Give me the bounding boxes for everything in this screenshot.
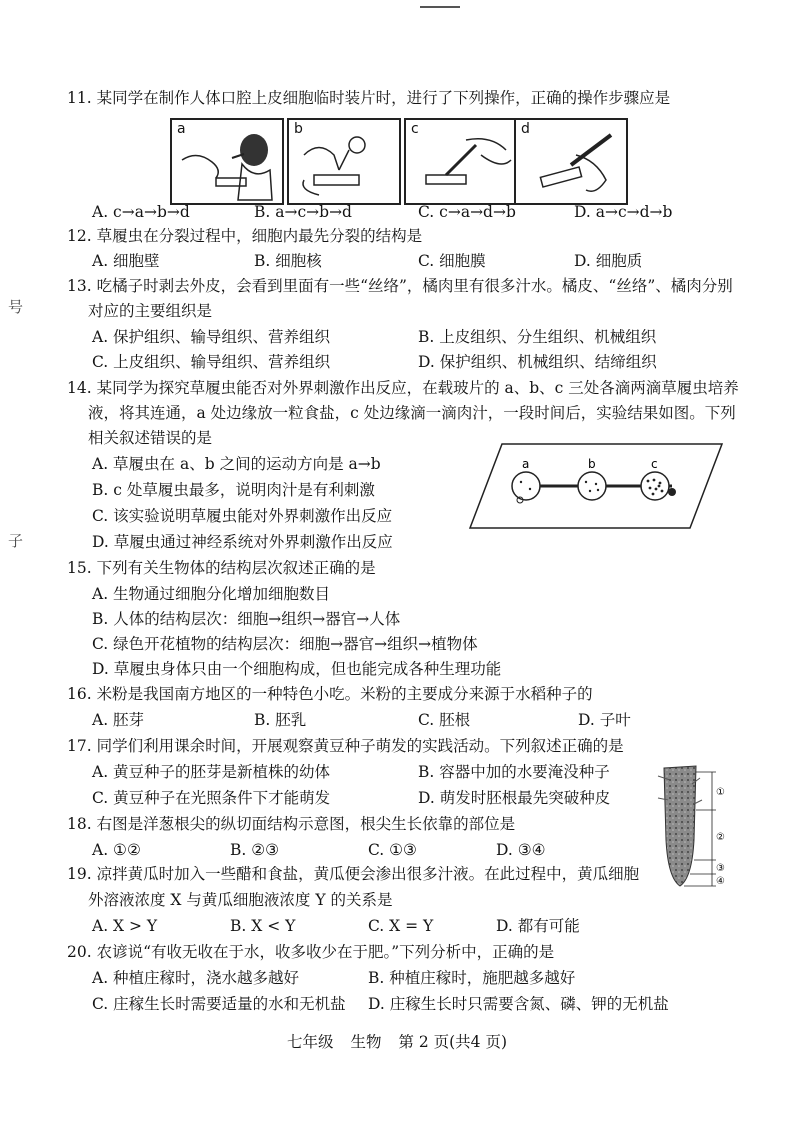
q17-stem: 17. 同学们利用课余时间，开展观察黄豆种子萌发的实践活动。下列叙述正确的是 [67,737,624,755]
q18-option-b: B. ②③ [230,841,280,859]
q14-option-a: A. 草履虫在 a、b 之间的运动方向是 a→b [92,455,381,473]
q15-option-d: D. 草履虫身体只由一个细胞构成，但也能完成各种生理功能 [92,660,502,678]
q11-panel-a [170,118,284,205]
q13-option-d: D. 保护组织、机械组织、结缔组织 [418,353,657,371]
footer-page-info: 第 2 页(共4 页) [398,1033,507,1051]
q17-option-c: C. 黄豆种子在光照条件下才能萌发 [92,789,331,807]
q16-stem: 16. 米粉是我国南方地区的一种特色小吃。米粉的主要成分来源于水稻种子的 [67,685,593,703]
q11-option-c: C. c→a→d→b [418,203,516,221]
q12-option-a: A. 细胞壁 [92,252,160,270]
q20-option-c: C. 庄稼生长时需要适量的水和无机盐 [92,995,346,1013]
q20-option-a: A. 种植庄稼时，浇水越多越好 [92,969,300,987]
q11-panel-label-a: a [177,121,186,137]
q18-option-c: C. ①③ [368,841,417,859]
margin-mark-zi: 子 [8,532,24,550]
q19-stem-line1: 19. 凉拌黄瓜时加入一些醋和食盐，黄瓜便会渗出很多汁液。在此过程中，黄瓜细胞 [67,865,640,883]
q16-option-b: B. 胚乳 [254,711,307,729]
q13-option-a: A. 保护组织、输导组织、营养组织 [92,328,331,346]
q20-stem: 20. 农谚说“有收无收在于水，收多收少在于肥。”下列分析中，正确的是 [67,943,555,961]
q17-option-b: B. 容器中加的水要淹没种子 [418,763,610,781]
q11-panel-b [287,118,401,205]
q17-option-a: A. 黄豆种子的胚芽是新植株的幼体 [92,763,331,781]
q12-option-d: D. 细胞质 [574,252,643,270]
q18-figure-label-4: ④ [716,876,725,887]
q11-panel-b-drawing [289,120,399,203]
q18-figure-label-2: ② [716,832,725,843]
q12-stem: 12. 草履虫在分裂过程中，细胞内最先分裂的结构是 [67,227,423,245]
q14-slide-figure [464,436,728,536]
q16-option-d: D. 子叶 [578,711,631,729]
q15-stem: 15. 下列有关生物体的结构层次叙述正确的是 [67,559,376,577]
q20-option-d: D. 庄稼生长时只需要含氮、磷、钾的无机盐 [368,995,669,1013]
margin-mark-number: 号 [8,298,24,316]
q11-panel-d [514,118,628,205]
q12-option-b: B. 细胞核 [254,252,322,270]
q14-stem-line3: 相关叙述错误的是 [88,429,213,447]
q20-option-b: B. 种植庄稼时，施肥越多越好 [368,969,576,987]
q15-option-a: A. 生物通过细胞分化增加细胞数目 [92,585,331,603]
q13-stem-line1: 13. 吃橘子时剥去外皮，会看到里面有一些“丝络”，橘肉里有很多汁水。橘皮、“丝络”、橘肉分别 [67,277,733,295]
q14-figure-label-c: c [651,457,658,471]
q17-option-d: D. 萌发时胚根最先突破种皮 [418,789,611,807]
page-footer [0,1030,794,1052]
footer-grade: 七年级 [286,1033,334,1051]
q16-option-a: A. 胚芽 [92,711,145,729]
q14-option-b: B. c 处草履虫最多，说明肉汁是有利刺激 [92,481,375,499]
q11-panel-c-drawing [406,120,516,203]
q14-option-d: D. 草履虫通过神经系统对外界刺激作出反应 [92,533,393,551]
q16-option-c: C. 胚根 [418,711,471,729]
q14-stem-line2: 液，将其连通，a 处边缘放一粒食盐，c 处边缘滴一滴肉汁，一段时间后，实验结果如图。下列 [88,404,736,422]
q13-option-b: B. 上皮组织、分生组织、机械组织 [418,328,657,346]
q14-stem-line1: 14. 某同学为探究草履虫能否对外界刺激作出反应，在载玻片的 a、b、c 三处各滴两滴草履虫培养 [67,379,739,397]
q19-stem-line2: 外溶液浓度 X 与黄瓜细胞液浓度 Y 的关系是 [88,891,393,909]
q14-option-c: C. 该实验说明草履虫能对外界刺激作出反应 [92,507,393,525]
q19-option-b: B. X < Y [230,917,296,935]
q11-panel-d-drawing [516,120,626,203]
q14-figure-label-b: b [588,457,596,471]
footer-subject: 生物 [350,1033,382,1051]
q11-option-a: A. c→a→b→d [92,203,190,221]
q13-option-c: C. 上皮组织、输导组织、营养组织 [92,353,331,371]
q11-option-d: D. a→c→d→b [574,203,673,221]
q18-stem: 18. 右图是洋葱根尖的纵切面结构示意图，根尖生长依靠的部位是 [67,815,516,833]
q18-option-d: D. ③④ [496,841,546,859]
q19-option-a: A. X > Y [92,917,158,935]
q11-panel-label-b: b [294,121,303,137]
q11-stem: 11. 某同学在制作人体口腔上皮细胞临时装片时，进行了下列操作，正确的操作步骤应是 [67,89,671,107]
q11-panel-a-drawing [172,120,282,203]
q11-panel-label-c: c [411,121,419,137]
top-rule [420,0,460,8]
q11-option-b: B. a→c→b→d [254,203,352,221]
q12-option-c: C. 细胞膜 [418,252,486,270]
q18-figure-label-1: ① [716,787,725,798]
q15-option-c: C. 绿色开花植物的结构层次：细胞→器官→组织→植物体 [92,635,478,653]
q11-panel-c [404,118,518,205]
q19-option-c: C. X = Y [368,917,434,935]
q13-stem-line2: 对应的主要组织是 [88,302,213,320]
q14-figure-label-a: a [522,457,530,471]
q18-root-tip-figure [650,760,730,900]
q11-panel-label-d: d [521,121,530,137]
q18-figure-label-3: ③ [716,863,725,874]
q18-option-a: A. ①② [92,841,141,859]
q19-option-d: D. 都有可能 [496,917,580,935]
q15-option-b: B. 人体的结构层次：细胞→组织→器官→人体 [92,610,401,628]
